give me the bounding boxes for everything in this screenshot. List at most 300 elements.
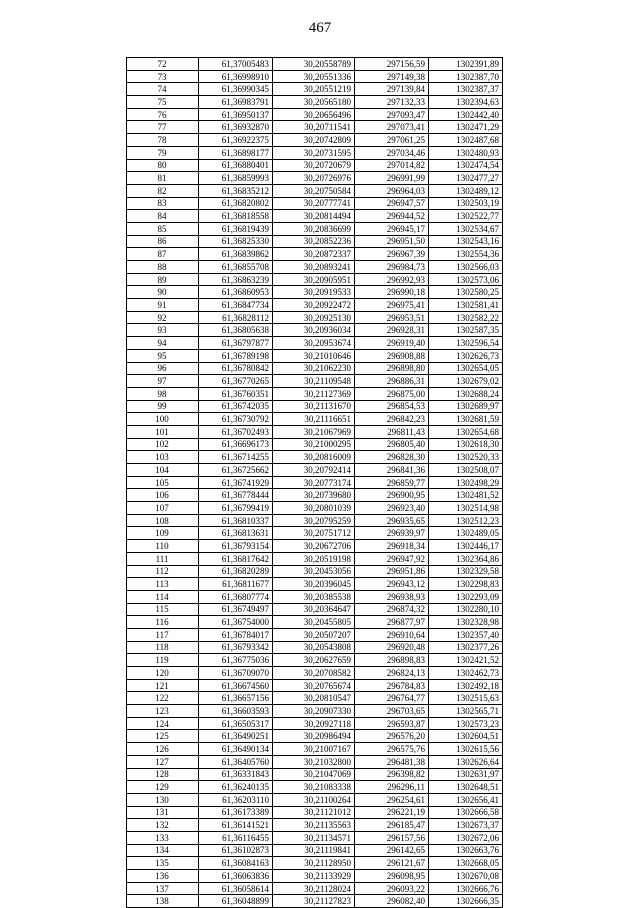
coord-x-cell: 296874,32 [355, 603, 429, 616]
longitude-cell: 30,20455805 [273, 616, 355, 629]
coord-y-cell: 1302654,05 [429, 362, 503, 375]
coord-x-cell: 296221,19 [355, 806, 429, 819]
coord-y-cell: 1302582,22 [429, 311, 503, 324]
point-number-cell: 115 [127, 603, 199, 616]
latitude-cell: 61,36813631 [199, 527, 273, 540]
point-number-cell: 93 [127, 324, 199, 337]
latitude-cell: 61,36859993 [199, 172, 273, 185]
coord-y-cell: 1302656,41 [429, 793, 503, 806]
point-number-cell: 99 [127, 400, 199, 413]
coord-y-cell: 1302580,25 [429, 286, 503, 299]
table-row [127, 273, 503, 286]
latitude-cell: 61,36784017 [199, 628, 273, 641]
point-number-cell: 97 [127, 375, 199, 388]
latitude-cell: 61,36702493 [199, 425, 273, 438]
table-row [127, 159, 503, 172]
coord-y-cell: 1302442,40 [429, 108, 503, 121]
point-number-cell: 94 [127, 337, 199, 350]
coord-y-cell: 1302489,12 [429, 184, 503, 197]
table-row [127, 743, 503, 756]
latitude-cell: 61,36725662 [199, 464, 273, 477]
coord-y-cell: 1302668,05 [429, 857, 503, 870]
coord-y-cell: 1302673,37 [429, 819, 503, 832]
point-number-cell: 91 [127, 299, 199, 312]
longitude-cell: 30,20565180 [273, 96, 355, 109]
coord-y-cell: 1302626,73 [429, 349, 503, 362]
coord-y-cell: 1302618,30 [429, 438, 503, 451]
longitude-cell: 30,21007167 [273, 743, 355, 756]
coord-y-cell: 1302387,70 [429, 70, 503, 83]
table-row [127, 895, 503, 908]
table-row [127, 476, 503, 489]
point-number-cell: 83 [127, 197, 199, 210]
point-number-cell: 130 [127, 793, 199, 806]
table-row [127, 337, 503, 350]
latitude-cell: 61,36793154 [199, 540, 273, 553]
point-number-cell: 86 [127, 235, 199, 248]
longitude-cell: 30,20396045 [273, 578, 355, 591]
coord-y-cell: 1302477,27 [429, 172, 503, 185]
point-number-cell: 121 [127, 679, 199, 692]
longitude-cell: 30,20720679 [273, 159, 355, 172]
table-row [127, 184, 503, 197]
coord-y-cell: 1302596,54 [429, 337, 503, 350]
longitude-cell: 30,21134571 [273, 831, 355, 844]
coord-x-cell: 296877,97 [355, 616, 429, 629]
longitude-cell: 30,21067969 [273, 425, 355, 438]
page-number: 467 [308, 20, 332, 36]
longitude-cell: 30,21119841 [273, 844, 355, 857]
coord-x-cell: 296898,80 [355, 362, 429, 375]
coord-x-cell: 296947,57 [355, 197, 429, 210]
latitude-cell: 61,36754000 [199, 616, 273, 629]
longitude-cell: 30,20742809 [273, 134, 355, 147]
coord-y-cell: 1302534,67 [429, 222, 503, 235]
coord-y-cell: 1302522,77 [429, 210, 503, 223]
coord-x-cell: 296953,51 [355, 311, 429, 324]
latitude-cell: 61,36331843 [199, 768, 273, 781]
point-number-cell: 95 [127, 349, 199, 362]
longitude-cell: 30,21131670 [273, 400, 355, 413]
table-row [127, 387, 503, 400]
longitude-cell: 30,20519198 [273, 552, 355, 565]
point-number-cell: 136 [127, 870, 199, 883]
point-number-cell: 80 [127, 159, 199, 172]
table-row [127, 514, 503, 527]
coord-y-cell: 1302681,59 [429, 413, 503, 426]
coord-x-cell: 296841,36 [355, 464, 429, 477]
coord-x-cell: 296811,43 [355, 425, 429, 438]
table-row [127, 844, 503, 857]
table-row [127, 692, 503, 705]
coord-x-cell: 296908,88 [355, 349, 429, 362]
table-row [127, 375, 503, 388]
coord-y-cell: 1302573,23 [429, 717, 503, 730]
longitude-cell: 30,21127823 [273, 895, 355, 908]
longitude-cell: 30,20852236 [273, 235, 355, 248]
latitude-cell: 61,36696173 [199, 438, 273, 451]
point-number-cell: 100 [127, 413, 199, 426]
point-number-cell: 85 [127, 222, 199, 235]
coord-y-cell: 1302626,64 [429, 755, 503, 768]
coord-x-cell: 296828,30 [355, 451, 429, 464]
point-number-cell: 132 [127, 819, 199, 832]
table-row [127, 83, 503, 96]
latitude-cell: 61,36048899 [199, 895, 273, 908]
coord-x-cell: 296121,67 [355, 857, 429, 870]
latitude-cell: 61,36818558 [199, 210, 273, 223]
coord-x-cell: 296984,73 [355, 261, 429, 274]
coord-x-cell: 297073,41 [355, 121, 429, 134]
latitude-cell: 61,36820802 [199, 197, 273, 210]
table-row [127, 768, 503, 781]
table-row [127, 197, 503, 210]
longitude-cell: 30,20551219 [273, 83, 355, 96]
longitude-cell: 30,20927118 [273, 717, 355, 730]
table-row [127, 781, 503, 794]
latitude-cell: 61,36084163 [199, 857, 273, 870]
point-number-cell: 96 [127, 362, 199, 375]
coord-x-cell: 296296,11 [355, 781, 429, 794]
latitude-cell: 61,36880401 [199, 159, 273, 172]
coord-y-cell: 1302377,26 [429, 641, 503, 654]
point-number-cell: 102 [127, 438, 199, 451]
coord-x-cell: 296944,52 [355, 210, 429, 223]
point-number-cell: 105 [127, 476, 199, 489]
table-row [127, 705, 503, 718]
table-row [127, 134, 503, 147]
table-row [127, 96, 503, 109]
longitude-cell: 30,21100264 [273, 793, 355, 806]
coord-x-cell: 296859,77 [355, 476, 429, 489]
coord-y-cell: 1302615,56 [429, 743, 503, 756]
latitude-cell: 61,36775036 [199, 654, 273, 667]
point-number-cell: 118 [127, 641, 199, 654]
coordinates-table-body [127, 58, 503, 908]
point-number-cell: 98 [127, 387, 199, 400]
coord-y-cell: 1302679,02 [429, 375, 503, 388]
latitude-cell: 61,36839862 [199, 248, 273, 261]
table-row [127, 641, 503, 654]
coord-y-cell: 1302654,68 [429, 425, 503, 438]
table-row [127, 451, 503, 464]
coord-y-cell: 1302391,89 [429, 58, 503, 71]
coord-y-cell: 1302672,06 [429, 831, 503, 844]
coord-y-cell: 1302394,63 [429, 96, 503, 109]
table-row [127, 121, 503, 134]
point-number-cell: 128 [127, 768, 199, 781]
point-number-cell: 107 [127, 502, 199, 515]
table-row [127, 210, 503, 223]
point-number-cell: 125 [127, 730, 199, 743]
latitude-cell: 61,36780842 [199, 362, 273, 375]
longitude-cell: 30,20765674 [273, 679, 355, 692]
coord-y-cell: 1302554,36 [429, 248, 503, 261]
coord-x-cell: 297139,84 [355, 83, 429, 96]
point-number-cell: 75 [127, 96, 199, 109]
latitude-cell: 61,36922375 [199, 134, 273, 147]
table-row [127, 413, 503, 426]
coord-y-cell: 1302663,76 [429, 844, 503, 857]
coord-y-cell: 1302280,10 [429, 603, 503, 616]
point-number-cell: 92 [127, 311, 199, 324]
latitude-cell: 61,36990345 [199, 83, 273, 96]
longitude-cell: 30,20558789 [273, 58, 355, 71]
table-row [127, 58, 503, 71]
table-row [127, 172, 503, 185]
longitude-cell: 30,20751712 [273, 527, 355, 540]
coord-y-cell: 1302387,37 [429, 83, 503, 96]
table-row [127, 882, 503, 895]
point-number-cell: 129 [127, 781, 199, 794]
table-row [127, 489, 503, 502]
point-number-cell: 77 [127, 121, 199, 134]
coord-x-cell: 296943,12 [355, 578, 429, 591]
longitude-cell: 30,20810547 [273, 692, 355, 705]
latitude-cell: 61,36847734 [199, 299, 273, 312]
coord-y-cell: 1302587,35 [429, 324, 503, 337]
longitude-cell: 30,20750584 [273, 184, 355, 197]
coord-x-cell: 296920,48 [355, 641, 429, 654]
coord-x-cell: 297034,46 [355, 146, 429, 159]
coord-x-cell: 296082,40 [355, 895, 429, 908]
table-row [127, 755, 503, 768]
coord-x-cell: 296805,40 [355, 438, 429, 451]
point-number-cell: 124 [127, 717, 199, 730]
table-row [127, 324, 503, 337]
coord-y-cell: 1302512,23 [429, 514, 503, 527]
coord-x-cell: 296898,83 [355, 654, 429, 667]
latitude-cell: 61,36855708 [199, 261, 273, 274]
table-row [127, 464, 503, 477]
longitude-cell: 30,20543808 [273, 641, 355, 654]
table-row [127, 311, 503, 324]
longitude-cell: 30,20708582 [273, 667, 355, 680]
latitude-cell: 61,36789198 [199, 349, 273, 362]
table-row [127, 261, 503, 274]
coord-x-cell: 296939,97 [355, 527, 429, 540]
latitude-cell: 61,36742035 [199, 400, 273, 413]
table-row [127, 730, 503, 743]
point-number-cell: 126 [127, 743, 199, 756]
latitude-cell: 61,36799419 [199, 502, 273, 515]
point-number-cell: 76 [127, 108, 199, 121]
latitude-cell: 61,36807774 [199, 590, 273, 603]
longitude-cell: 30,20936034 [273, 324, 355, 337]
coord-y-cell: 1302648,51 [429, 781, 503, 794]
coord-y-cell: 1302474,54 [429, 159, 503, 172]
table-row [127, 248, 503, 261]
latitude-cell: 61,36709070 [199, 667, 273, 680]
latitude-cell: 61,36240135 [199, 781, 273, 794]
coord-y-cell: 1302421,52 [429, 654, 503, 667]
point-number-cell: 89 [127, 273, 199, 286]
longitude-cell: 30,21121012 [273, 806, 355, 819]
coord-x-cell: 296854,53 [355, 400, 429, 413]
point-number-cell: 119 [127, 654, 199, 667]
coord-x-cell: 296784,83 [355, 679, 429, 692]
coord-x-cell: 297149,38 [355, 70, 429, 83]
coord-x-cell: 297093,47 [355, 108, 429, 121]
table-row [127, 502, 503, 515]
latitude-cell: 61,36810337 [199, 514, 273, 527]
longitude-cell: 30,20792414 [273, 464, 355, 477]
point-number-cell: 88 [127, 261, 199, 274]
longitude-cell: 30,20801039 [273, 502, 355, 515]
coord-x-cell: 296254,61 [355, 793, 429, 806]
coord-x-cell: 296967,39 [355, 248, 429, 261]
latitude-cell: 61,36863239 [199, 273, 273, 286]
point-number-cell: 108 [127, 514, 199, 527]
longitude-cell: 30,20551336 [273, 70, 355, 83]
point-number-cell: 79 [127, 146, 199, 159]
longitude-cell: 30,21109548 [273, 375, 355, 388]
longitude-cell: 30,20777741 [273, 197, 355, 210]
coord-x-cell: 296910,64 [355, 628, 429, 641]
point-number-cell: 103 [127, 451, 199, 464]
longitude-cell: 30,21047069 [273, 768, 355, 781]
longitude-cell: 30,20739680 [273, 489, 355, 502]
latitude-cell: 61,36714255 [199, 451, 273, 464]
latitude-cell: 61,36674560 [199, 679, 273, 692]
latitude-cell: 61,36793342 [199, 641, 273, 654]
table-row [127, 70, 503, 83]
coord-x-cell: 296951,50 [355, 235, 429, 248]
latitude-cell: 61,36825330 [199, 235, 273, 248]
latitude-cell: 61,36749497 [199, 603, 273, 616]
latitude-cell: 61,36817642 [199, 552, 273, 565]
longitude-cell: 30,20627659 [273, 654, 355, 667]
latitude-cell: 61,36770265 [199, 375, 273, 388]
point-number-cell: 123 [127, 705, 199, 718]
table-row [127, 286, 503, 299]
coord-x-cell: 296975,41 [355, 299, 429, 312]
table-row [127, 806, 503, 819]
latitude-cell: 61,36730792 [199, 413, 273, 426]
point-number-cell: 110 [127, 540, 199, 553]
coord-y-cell: 1302364,86 [429, 552, 503, 565]
longitude-cell: 30,20773174 [273, 476, 355, 489]
coord-x-cell: 296947,92 [355, 552, 429, 565]
point-number-cell: 84 [127, 210, 199, 223]
coord-y-cell: 1302566,03 [429, 261, 503, 274]
coord-x-cell: 296142,65 [355, 844, 429, 857]
coord-x-cell: 296928,31 [355, 324, 429, 337]
coord-x-cell: 296098,95 [355, 870, 429, 883]
latitude-cell: 61,36828112 [199, 311, 273, 324]
point-number-cell: 134 [127, 844, 199, 857]
point-number-cell: 131 [127, 806, 199, 819]
point-number-cell: 111 [127, 552, 199, 565]
point-number-cell: 138 [127, 895, 199, 908]
longitude-cell: 30,20364647 [273, 603, 355, 616]
longitude-cell: 30,20907330 [273, 705, 355, 718]
table-row [127, 349, 503, 362]
point-number-cell: 137 [127, 882, 199, 895]
point-number-cell: 106 [127, 489, 199, 502]
longitude-cell: 30,21032800 [273, 755, 355, 768]
latitude-cell: 61,36490251 [199, 730, 273, 743]
coord-y-cell: 1302573,06 [429, 273, 503, 286]
longitude-cell: 30,20953674 [273, 337, 355, 350]
coord-x-cell: 296951,86 [355, 565, 429, 578]
longitude-cell: 30,21000295 [273, 438, 355, 451]
coord-y-cell: 1302604,51 [429, 730, 503, 743]
latitude-cell: 61,36932870 [199, 121, 273, 134]
table-row [127, 235, 503, 248]
latitude-cell: 61,36058614 [199, 882, 273, 895]
longitude-cell: 30,20672706 [273, 540, 355, 553]
latitude-cell: 61,36405760 [199, 755, 273, 768]
table-row [127, 857, 503, 870]
latitude-cell: 61,36797877 [199, 337, 273, 350]
latitude-cell: 61,36835212 [199, 184, 273, 197]
latitude-cell: 61,36490134 [199, 743, 273, 756]
coord-x-cell: 296093,22 [355, 882, 429, 895]
coord-y-cell: 1302508,07 [429, 464, 503, 477]
point-number-cell: 117 [127, 628, 199, 641]
point-number-cell: 120 [127, 667, 199, 680]
coord-y-cell: 1302543,16 [429, 235, 503, 248]
point-number-cell: 127 [127, 755, 199, 768]
table-row [127, 438, 503, 451]
point-number-cell: 104 [127, 464, 199, 477]
point-number-cell: 116 [127, 616, 199, 629]
point-number-cell: 82 [127, 184, 199, 197]
longitude-cell: 30,20453056 [273, 565, 355, 578]
latitude-cell: 61,36860953 [199, 286, 273, 299]
longitude-cell: 30,21083338 [273, 781, 355, 794]
coord-y-cell: 1302670,08 [429, 870, 503, 883]
latitude-cell: 61,36778444 [199, 489, 273, 502]
longitude-cell: 30,21062230 [273, 362, 355, 375]
latitude-cell: 61,36998910 [199, 70, 273, 83]
coord-x-cell: 296919,40 [355, 337, 429, 350]
latitude-cell: 61,36141521 [199, 819, 273, 832]
point-number-cell: 101 [127, 425, 199, 438]
coord-x-cell: 297061,25 [355, 134, 429, 147]
latitude-cell: 61,36657156 [199, 692, 273, 705]
coord-x-cell: 296575,76 [355, 743, 429, 756]
longitude-cell: 30,20385538 [273, 590, 355, 603]
coord-x-cell: 296992,93 [355, 273, 429, 286]
latitude-cell: 61,36805638 [199, 324, 273, 337]
coord-x-cell: 297156,59 [355, 58, 429, 71]
coord-y-cell: 1302298,83 [429, 578, 503, 591]
coord-y-cell: 1302498,29 [429, 476, 503, 489]
coord-y-cell: 1302514,98 [429, 502, 503, 515]
coord-y-cell: 1302480,93 [429, 146, 503, 159]
point-number-cell: 87 [127, 248, 199, 261]
coord-y-cell: 1302357,40 [429, 628, 503, 641]
coord-y-cell: 1302688,24 [429, 387, 503, 400]
point-number-cell: 113 [127, 578, 199, 591]
latitude-cell: 61,36811677 [199, 578, 273, 591]
latitude-cell: 61,36950137 [199, 108, 273, 121]
table-row [127, 222, 503, 235]
longitude-cell: 30,20922472 [273, 299, 355, 312]
coord-x-cell: 296481,38 [355, 755, 429, 768]
table-row [127, 425, 503, 438]
point-number-cell: 109 [127, 527, 199, 540]
table-row [127, 552, 503, 565]
latitude-cell: 61,36102873 [199, 844, 273, 857]
table-row [127, 616, 503, 629]
table-row [127, 870, 503, 883]
longitude-cell: 30,21135563 [273, 819, 355, 832]
longitude-cell: 30,20711541 [273, 121, 355, 134]
coord-x-cell: 296990,18 [355, 286, 429, 299]
